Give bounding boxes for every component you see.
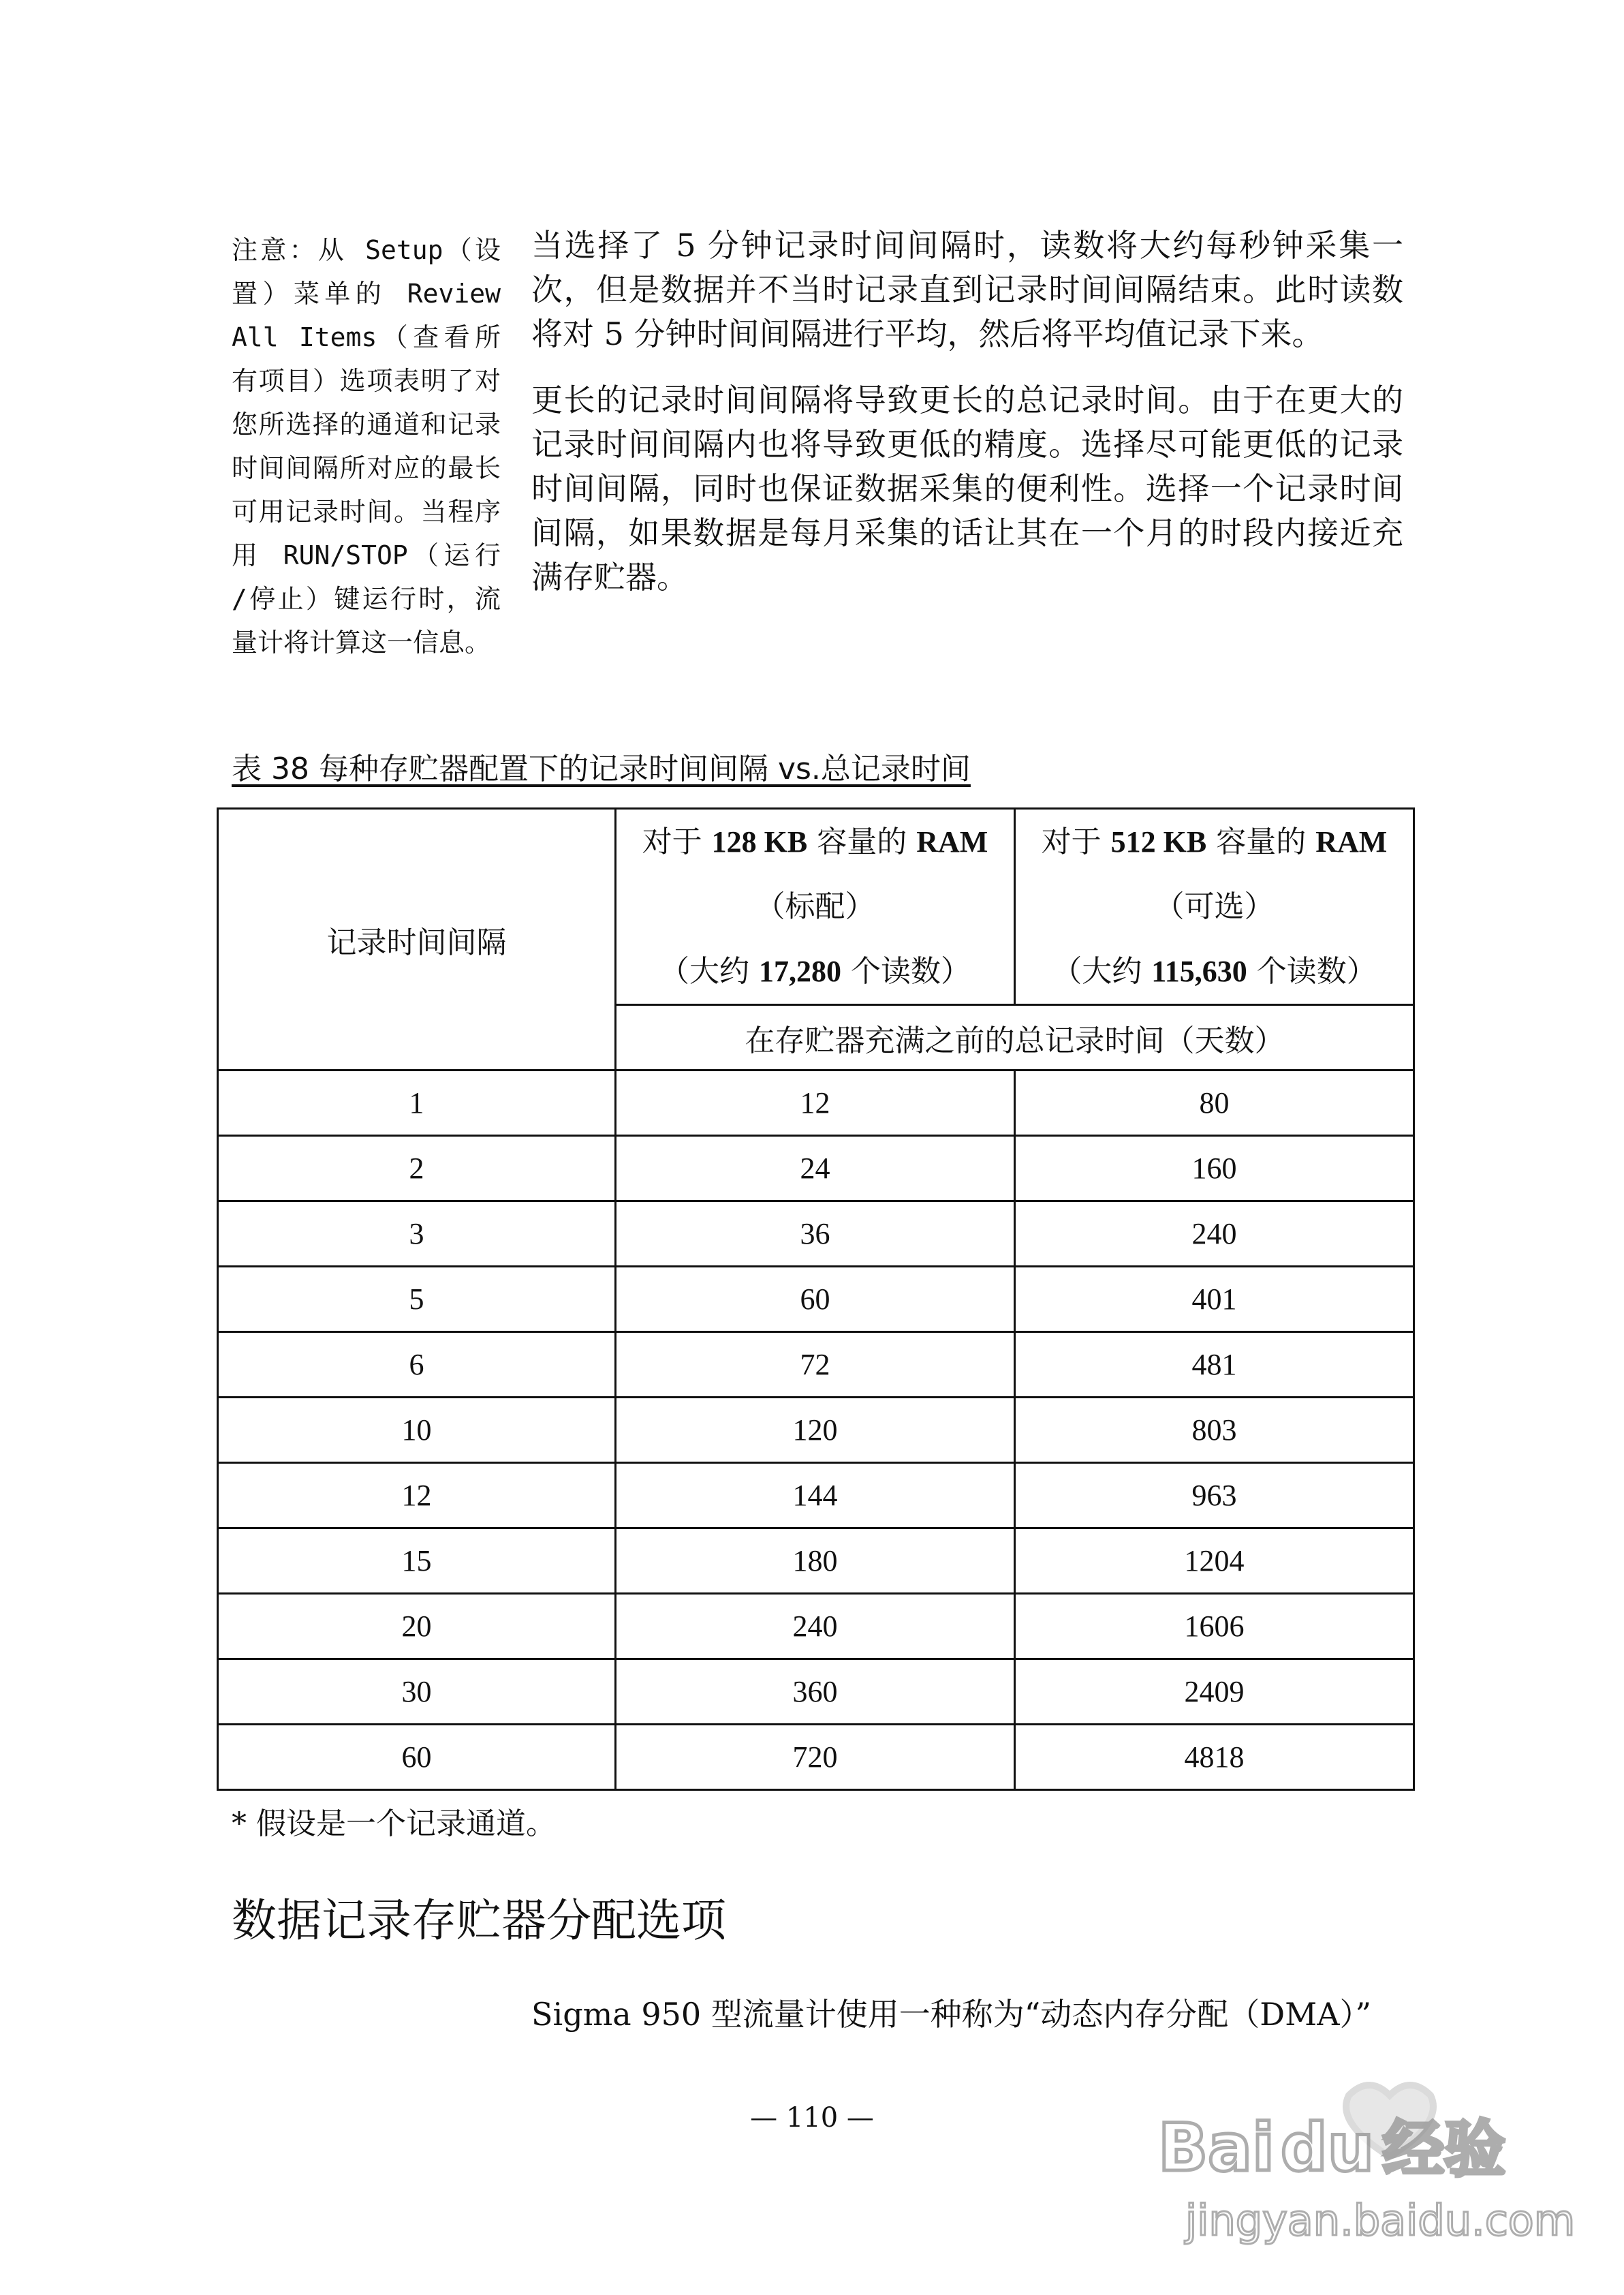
col-header-128kb: 对于 128 KB 容量的 RAM （标配） （大约 17,280 个读数） [616,809,1015,1005]
cell-days-128kb: 144 [616,1463,1015,1528]
cell-days-512kb: 240 [1015,1201,1414,1267]
page-number: — 110 — [750,2102,874,2134]
cell-days-512kb: 160 [1015,1136,1414,1201]
cell-days-128kb: 72 [616,1332,1015,1398]
cell-days-128kb: 720 [616,1725,1015,1790]
data-table [217,807,1415,1791]
cell-days-128kb: 36 [616,1201,1015,1267]
cell-interval: 1 [218,1071,616,1136]
cell-days-512kb: 401 [1015,1267,1414,1332]
cell-interval: 30 [218,1659,616,1725]
cell-days-512kb: 2409 [1015,1659,1414,1725]
col-header-512kb: 对于 512 KB 容量的 RAM （可选） （大约 115,630 个读数） [1015,809,1414,1005]
side-note: 注意：从 Setup（设置）菜单的 Review All Items（查看所有项目）选项表明了对您所选择的通道和记录时间间隔所对应的最长可用记录时间。当程序用 RUN/STOP（运行 /停止）键运行时，流量计将计算这一信息。 [232,235,501,658]
cell-interval: 6 [218,1332,616,1398]
table-row [218,1725,1414,1790]
bottom-paragraph: Sigma 950 型流量计使用一种称为“动态内存分配（DMA）” [531,1996,1371,2033]
watermark-cn: 经验 [1383,2114,1505,2185]
table-row [218,1267,1414,1332]
watermark-brand2: du [1281,2110,1375,2186]
table-row [218,1332,1414,1398]
baidu-watermark-logo [1144,2068,1580,2259]
cell-interval: 20 [218,1594,616,1659]
section-title: 数据记录存贮器分配选项 [232,1894,726,1947]
cell-days-128kb: 360 [616,1659,1015,1725]
watermark-brand: Bai [1158,2110,1275,2186]
cell-days-512kb: 803 [1015,1398,1414,1463]
cell-days-512kb: 80 [1015,1071,1414,1136]
table-row [218,1528,1414,1594]
cell-days-128kb: 60 [616,1267,1015,1332]
table-row [218,1136,1414,1201]
cell-interval: 3 [218,1201,616,1267]
table-caption: 表 38 每种存贮器配置下的记录时间间隔 vs.总记录时间 [232,752,971,786]
subheader-total-days: 在存贮器充满之前的总记录时间（天数） [616,1005,1414,1071]
table-row [218,1659,1414,1725]
cell-days-512kb: 963 [1015,1463,1414,1528]
cell-days-128kb: 180 [616,1528,1015,1594]
cell-days-128kb: 240 [616,1594,1015,1659]
cell-interval: 10 [218,1398,616,1463]
cell-interval: 5 [218,1267,616,1332]
cell-days-128kb: 12 [616,1071,1015,1136]
table-row [218,1463,1414,1528]
watermark-url: jingyan.baidu.com [1185,2196,1576,2245]
table-row [218,1201,1414,1267]
cell-interval: 60 [218,1725,616,1790]
cell-interval: 12 [218,1463,616,1528]
cell-interval: 15 [218,1528,616,1594]
cell-days-512kb: 1204 [1015,1528,1414,1594]
cell-days-128kb: 120 [616,1398,1015,1463]
table-row [218,1071,1414,1136]
cell-days-512kb: 1606 [1015,1594,1414,1659]
table-row [218,1398,1414,1463]
table-footnote: * 假设是一个记录通道。 [232,1806,556,1841]
cell-interval: 2 [218,1136,616,1201]
paragraph-2: 更长的记录时间间隔将导致更长的总记录时间。由于在更大的记录时间间隔内也将导致更低的精度。选择尽可能更低的记录时间间隔，同时也保证数据采集的便利性。选择一个记录时间间隔，如果数据是每月采集的话让其在一个月的时段内接近充满存贮器。 [531,382,1403,596]
col-header-interval: 记录时间间隔 [218,809,616,1071]
cell-days-512kb: 4818 [1015,1725,1414,1790]
cell-days-512kb: 481 [1015,1332,1414,1398]
cell-days-128kb: 24 [616,1136,1015,1201]
paragraph-1: 当选择了 5 分钟记录时间间隔时，读数将大约每秒钟采集一次，但是数据并不当时记录直到记录时间间隔结束。此时读数将对 5 分钟时间间隔进行平均，然后将平均值记录下来。 [531,227,1403,352]
table-row [218,1594,1414,1659]
